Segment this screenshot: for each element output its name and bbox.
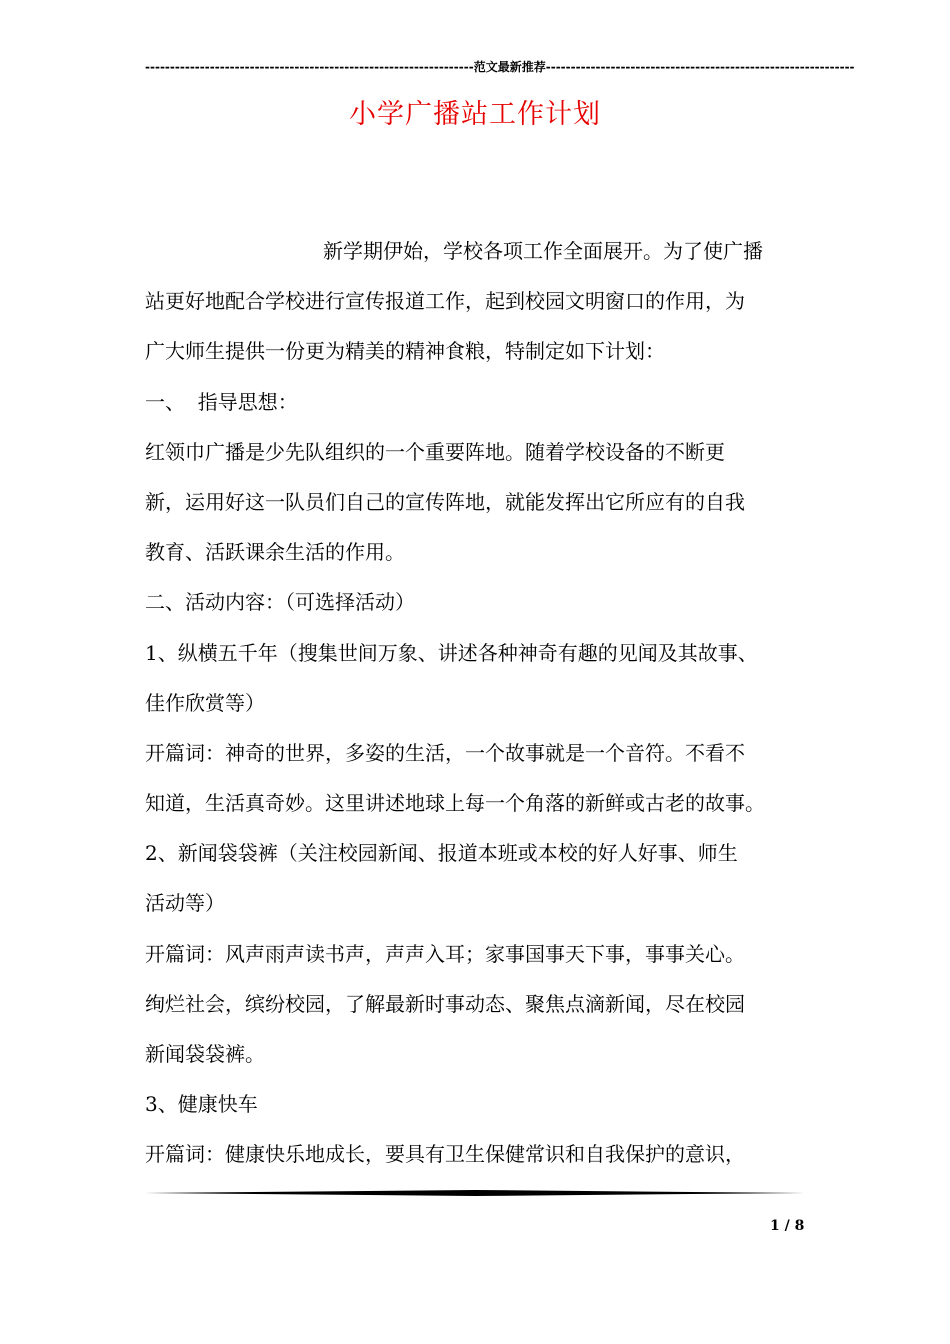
document-title: 小学广播站工作计划 — [349, 99, 601, 130]
body-line: 站更好地配合学校进行宣传报道工作，起到校园文明窗口的作用，为 — [145, 289, 745, 314]
body-line: 新，运用好这一队员们自己的宣传阵地，就能发挥出它所应有的自我 — [145, 489, 745, 514]
body-line: 知道，生活真奇妙。这里讲述地球上每一个角落的新鲜或古老的故事。 — [145, 791, 765, 816]
body-line: 教育、活跃课余生活的作用。 — [145, 540, 405, 565]
footer-rule — [145, 1190, 805, 1196]
body-line: 2、新闻袋袋裤（关注校园新闻、报道本班或本校的好人好事、师生 — [145, 841, 738, 866]
page-number: 1 / 8 — [770, 1218, 805, 1234]
body-line: 新闻袋袋裤。 — [145, 1042, 265, 1066]
header-dashes-right: -------------------------------------------------------------- — [545, 60, 855, 74]
section-heading: 二、活动内容：（可选择活动） — [145, 590, 415, 615]
body-line: 新学期伊始，学校各项工作全面展开。为了使广播 — [323, 239, 763, 263]
body-line: 开篇词：健康快乐地成长，要具有卫生保健常识和自我保护的意识， — [145, 1142, 745, 1167]
document-body — [145, 226, 815, 1180]
body-line: 3、健康快车 — [145, 1092, 258, 1117]
body-line: 1、纵横五千年（搜集世间万象、讲述各种神奇有趣的见闻及其故事、 — [145, 640, 758, 665]
section-heading: 一、 指导思想： — [145, 389, 298, 414]
body-line: 开篇词：风声雨声读书声，声声入耳；家事国事天下事，事事关心。 — [145, 941, 745, 966]
page-header — [145, 58, 855, 75]
header-dashes-left: ------------------------------------------------------------------ — [145, 60, 474, 74]
body-line: 开篇词：神奇的世界，多姿的生活，一个故事就是一个音符。不看不 — [145, 740, 745, 765]
body-line: 活动等） — [145, 891, 225, 916]
body-line: 红领巾广播是少先队组织的一个重要阵地。随着学校设备的不断更 — [145, 439, 725, 464]
body-line: 佳作欣赏等） — [145, 690, 265, 715]
header-label: 范文最新推荐 — [473, 60, 546, 74]
body-line: 绚烂社会，缤纷校园，了解最新时事动态、聚焦点滴新闻，尽在校园 — [145, 991, 745, 1016]
body-line: 广大师生提供一份更为精美的精神食粮，特制定如下计划： — [145, 339, 665, 364]
